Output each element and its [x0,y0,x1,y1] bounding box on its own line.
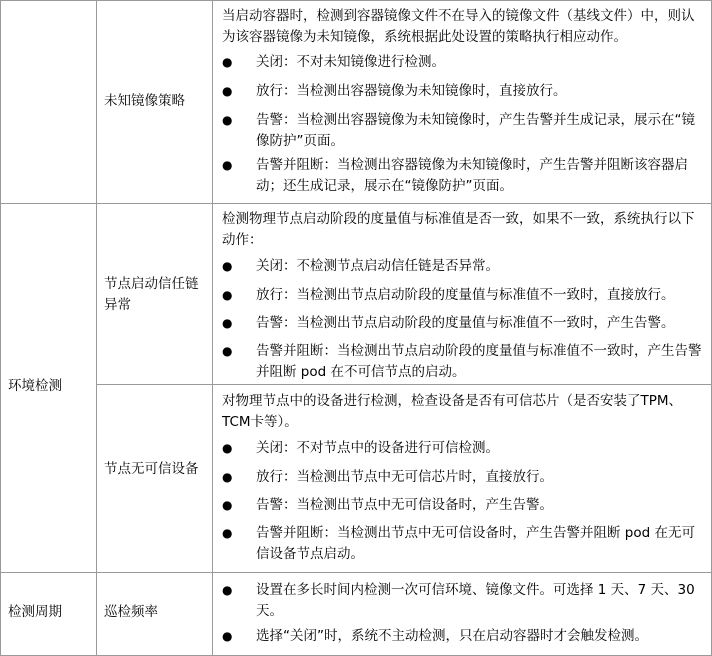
list-item-text: 告警：当检测出容器镜像为未知镜像时，产生告警并生成记录，展示在“镜像防护”页面。 [256,112,695,149]
bullet-icon: ● [222,526,233,540]
bullet-icon: ● [222,84,233,98]
list-item-text: 选择“关闭”时，系统不主动检测，只在启动容器时才会触发检测。 [256,628,648,644]
list-item-text: 告警并阻断：当检测出节点启动阶段的度量值与标准值不一致时，产生告警并阻断 pod 在不可信节点的启动。 [256,343,702,380]
category-environment-check: 环境检测 [8,378,62,394]
column-divider [96,0,97,656]
subrow-divider [96,384,712,385]
column-divider [0,0,1,656]
list-item-text: 放行：当检测出节点中无可信芯片时，直接放行。 [256,469,553,485]
row-divider [0,203,712,204]
row-intro: 对物理节点中的设备进行检测，检查设备是否有可信芯片（是否安装了TPM、TCM卡等）。 [222,393,683,430]
subcategory-unknown-image-policy: 未知镜像策略 [104,93,185,109]
row-intro: 检测物理节点启动阶段的度量值与标准值是否一致，如果不一致，系统执行以下动作： [222,211,695,248]
bullet-icon: ● [222,344,233,358]
list-item-text: 告警并阻断：当检测出节点中无可信设备时，产生告警并阻断 pod 在无可信设备节点启动。 [256,525,695,562]
row-divider [0,572,712,573]
list-item-text: 关闭：不检测节点启动信任链是否异常。 [256,258,499,274]
bullet-icon: ● [222,629,233,643]
bullet-icon: ● [222,55,233,69]
bullet-icon: ● [222,113,233,127]
list-item-text: 告警：当检测出节点中无可信设备时，产生告警。 [256,497,553,513]
list-item-text: 告警并阻断：当检测出容器镜像为未知镜像时，产生告警并阻断该容器启动；还生成记录，展示在“镜像防护”页面。 [256,157,688,194]
list-item-text: 放行：当检测出节点启动阶段的度量值与标准值不一致时，直接放行。 [256,287,675,303]
list-item-text: 关闭：不对节点中的设备进行可信检测。 [256,440,499,456]
row-divider [0,0,712,1]
column-divider [212,0,213,656]
subcategory-node-no-trusted-device: 节点无可信设备 [104,461,199,477]
bullet-icon: ● [222,158,233,172]
list-item-text: 告警：当检测出节点启动阶段的度量值与标准值不一致时，产生告警。 [256,315,675,331]
bullet-icon: ● [222,316,233,330]
subcategory-inspection-frequency: 巡检频率 [104,604,158,620]
row-intro: 当启动容器时，检测到容器镜像文件不在导入的镜像文件（基线文件）中，则认为该容器镜像为未知镜像，系统根据此处设置的策略执行相应动作。 [222,8,695,45]
bullet-icon: ● [222,441,233,455]
list-item-text: 关闭：不对未知镜像进行检测。 [256,54,445,70]
subcategory-node-boot-trust-chain: 节点启动信任链异常 [104,276,199,313]
bullet-icon: ● [222,583,233,597]
bullet-icon: ● [222,288,233,302]
category-check-period: 检测周期 [8,604,62,620]
bullet-icon: ● [222,259,233,273]
list-item-text: 放行：当检测出容器镜像为未知镜像时，直接放行。 [256,83,567,99]
bullet-icon: ● [222,498,233,512]
list-item-text: 设置在多长时间内检测一次可信环境、镜像文件。可选择 1 天、7 天、30 天。 [256,582,695,619]
bullet-icon: ● [222,470,233,484]
